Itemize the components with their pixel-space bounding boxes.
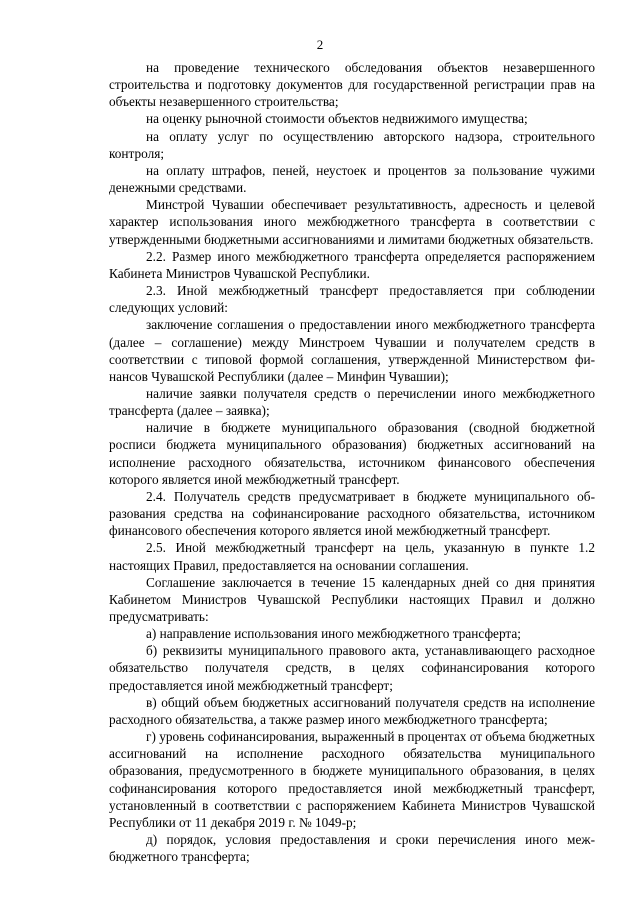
page-number: 2 <box>316 37 324 52</box>
paragraph: г) уровень софинансирования, выраженный в процентах от объема бюджетных ассигнований на исполнение расходного обязательства муниципального образования, предусмотренного в бюджете муниципального образования, в целях софинансирования которого предоставляется иной межбюджетный трансферт, установленный в соответствии с распоряжением Кабинета Министров Чувашской Республики от 11 декабря 2019 г. № 1049-р; <box>109 729 595 830</box>
paragraph: 2.3. Иной межбюджетный трансферт предоставляется при соблюдении следующих условий: <box>109 283 595 316</box>
paragraph: а) направление использования иного межбюджетного трансферта; <box>146 626 522 642</box>
paragraph: заключение соглашения о предоставлении иного межбюджетного трансферта (далее – соглашение) между Минстроем Чувашии и получателем средств в соответствии с типовой формой соглашения, утвержденной Министерством финансов Чувашской Республики (далее – Минфин Чувашии); <box>109 317 595 384</box>
paragraph: Соглашение заключается в течение 15 календарных дней со дня принятия Кабинетом Министров Чувашской Республики настоящих Правил и должно предусматривать: <box>109 574 595 624</box>
paragraph: 2.2. Размер иного межбюджетного трансферта определяется распоряжением Кабинета Министров Чувашской Республики. <box>109 248 595 281</box>
paragraph: б) реквизиты муниципального правового акта, устанавливающего расходное обязательство получателя средств, в целях софинансирования которого предоставляется иной межбюджетный трансферт; <box>109 643 595 693</box>
paragraph: на оплату услуг по осуществлению авторского надзора, строительного контроля; <box>109 128 595 161</box>
paragraph: на проведение технического обследования объектов незавершенного строительства и подготовку документов для государственной регистрации прав на объекты незавершенного строительства; <box>109 60 595 110</box>
paragraph: 2.5. Иной межбюджетный трансферт на цель, указанную в пункте 1.2 настоящих Правил, предоставляется на основании соглашения. <box>109 540 595 573</box>
paragraph: наличие в бюджете муниципального образования (сводной бюджетной росписи бюджета муниципального образования) бюджетных ассигнований на исполнение расходного обязательства, источником финансового обеспечения которого является иной межбюджетный трансферт. <box>109 420 595 487</box>
paragraph: в) общий объем бюджетных ассигнований получателя средств на исполнение расходного обязательства, а также размер иного межбюджетного трансферта; <box>109 694 595 727</box>
document-body <box>109 59 595 865</box>
paragraph: наличие заявки получателя средств о перечислении иного межбюджетного трансферта (далее – заявка); <box>109 385 595 419</box>
paragraph: 2.4. Получатель средств предусматривает в бюджете муниципального образования средства на софинансирование расходного обязательства, источником финансового обеспечения которого является иной межбюджетный трансферт. <box>109 488 595 539</box>
paragraph: д) порядок, условия предоставления и сроки перечисления иного межбюджетного трансферта; <box>109 832 595 865</box>
paragraph: на оплату штрафов, пеней, неустоек и процентов за пользование чужими денежными средствами. <box>109 162 595 196</box>
paragraph: Минстрой Чувашии обеспечивает результативность, адресность и целевой характер использования иного межбюджетного трансферта в соответствии с утвержденными бюджетными ассигнованиями и лимитами бюджетных обязательств. <box>109 197 595 247</box>
paragraph: на оценку рыночной стоимости объектов недвижимого имущества; <box>146 111 528 127</box>
